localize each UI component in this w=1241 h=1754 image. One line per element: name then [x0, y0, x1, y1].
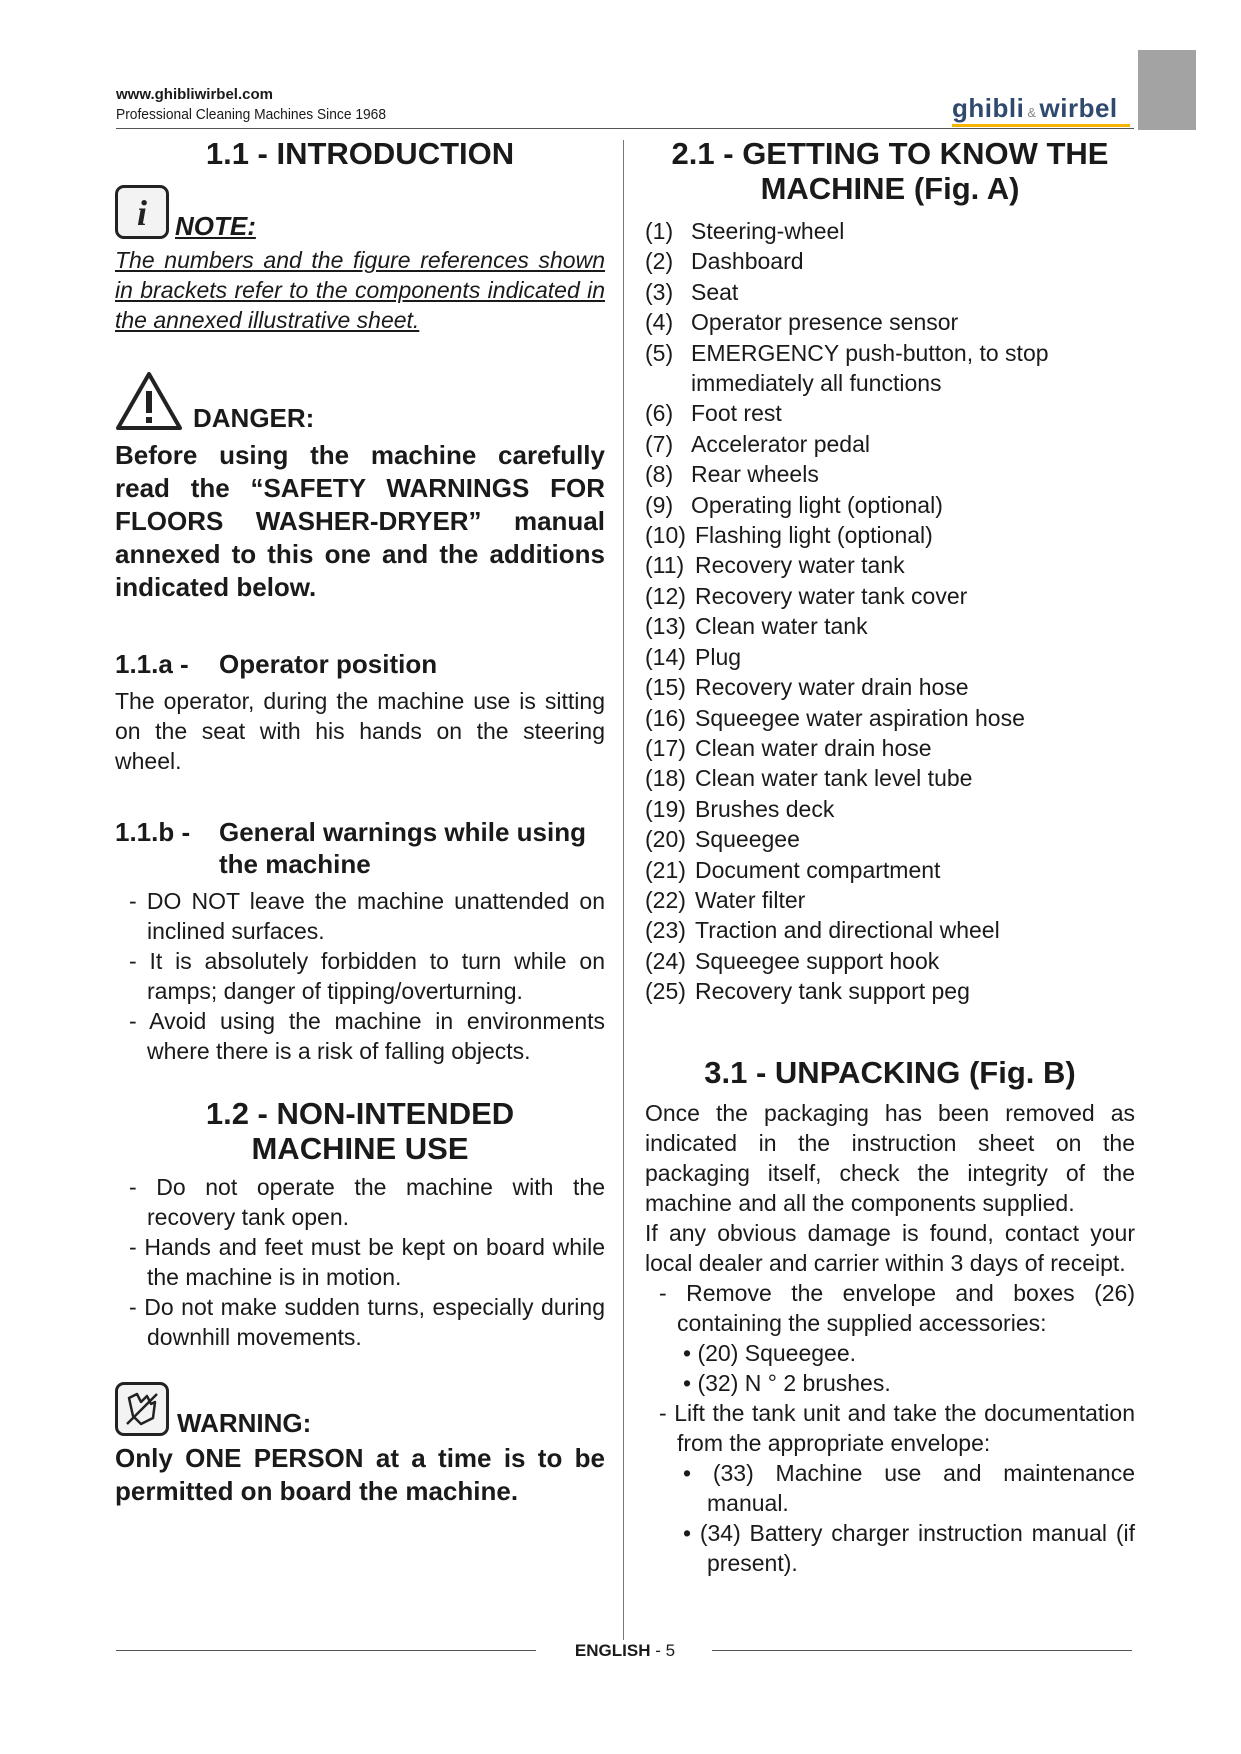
right-column	[645, 136, 1135, 1578]
list-item: - Hands and feet must be kept on board while the machine is in motion.	[115, 1232, 605, 1292]
part-name: Seat	[691, 278, 739, 305]
warning-block	[115, 1382, 605, 1436]
part-name: Flashing light (optional)	[695, 522, 933, 549]
non-intended-use-heading: 1.2 - NON-INTENDED MACHINE USE	[205, 1096, 515, 1166]
part-name: Recovery tank support peg	[695, 978, 970, 1005]
unpacking-step-1-items	[645, 1338, 1135, 1398]
warning-hand-icon	[115, 1382, 169, 1436]
page-edge-tab	[1138, 50, 1196, 130]
part-number: (23)	[645, 917, 686, 944]
part-name: Operator presence sensor	[691, 309, 959, 336]
part-number: (4)	[645, 309, 674, 336]
parts-list-item	[645, 794, 1135, 824]
list-item: - DO NOT leave the machine unattended on inclined surfaces.	[115, 886, 605, 946]
list-item: - Avoid using the machine in environments where there is a risk of falling objects.	[115, 1006, 605, 1066]
part-name: Operating light (optional)	[691, 491, 943, 518]
parts-list-item	[645, 976, 1135, 1006]
list-item: - Do not operate the machine with the recovery tank open.	[115, 1172, 605, 1232]
part-number: (3)	[645, 278, 674, 305]
part-number: (17)	[645, 734, 686, 761]
logo-amp: &	[1027, 105, 1037, 120]
operator-position-text: The operator, during the machine use is sitting on the seat with his hands on the steering wheel.	[115, 688, 605, 774]
part-number: (9)	[645, 491, 674, 518]
operator-position-title: Operator position	[219, 649, 438, 679]
parts-list-item	[645, 946, 1135, 976]
parts-list-item	[645, 490, 1135, 520]
part-number: (25)	[645, 978, 686, 1005]
part-number: (8)	[645, 461, 674, 488]
footer-divider-right	[712, 1650, 1132, 1651]
part-number: (2)	[645, 248, 674, 275]
part-number: (24)	[645, 947, 686, 974]
parts-list-item	[645, 429, 1135, 459]
part-name: Recovery water tank cover	[695, 582, 968, 609]
warning-title: WARNING:	[177, 1408, 312, 1438]
brand-logo	[952, 93, 1118, 124]
parts-list-item	[645, 581, 1135, 611]
general-warnings-title: General warnings while using the machine	[219, 817, 586, 879]
parts-list-item	[645, 824, 1135, 854]
part-name: Brushes deck	[695, 795, 835, 822]
parts-list-item	[645, 459, 1135, 489]
warning-text: Only ONE PERSON at a time is to be permitted on board the machine.	[115, 1443, 605, 1506]
part-name: Clean water tank level tube	[695, 765, 973, 792]
parts-list-item	[645, 915, 1135, 945]
part-number: (21)	[645, 856, 686, 883]
note-title: NOTE:	[175, 211, 256, 241]
part-number: (20)	[645, 826, 686, 853]
list-item: - Do not make sudden turns, especially during downhill movements.	[115, 1292, 605, 1352]
header-divider	[116, 128, 1134, 129]
part-number: (10)	[645, 522, 686, 549]
part-number: (22)	[645, 886, 686, 913]
getting-to-know-heading: 2.1 - GETTING TO KNOW THE MACHINE (Fig. A)	[671, 136, 1109, 206]
parts-list-item	[645, 277, 1135, 307]
footer-divider-left	[116, 1650, 536, 1651]
parts-list-item	[645, 246, 1135, 276]
list-item: - It is absolutely forbidden to turn while on ramps; danger of tipping/overturning.	[115, 946, 605, 1006]
part-number: (7)	[645, 430, 674, 457]
unpacking-step-2: - Lift the tank unit and take the documentation from the appropriate envelope:	[645, 1398, 1135, 1458]
logo-underline	[952, 124, 1130, 127]
svg-text:i: i	[136, 193, 148, 232]
part-number: (5)	[645, 339, 674, 366]
parts-list-item	[645, 733, 1135, 763]
logo-left-text: ghibli	[952, 93, 1025, 123]
unpacking-text-1: Once the packaging has been removed as indicated in the instruction sheet on the packaging itself, check the integrity of the machine and all the components supplied.	[645, 1099, 1135, 1216]
part-number: (1)	[645, 218, 674, 244]
parts-list-item	[645, 216, 1135, 246]
part-number: (16)	[645, 704, 686, 731]
part-number: (6)	[645, 400, 674, 427]
parts-list-item	[645, 338, 1135, 399]
part-name: Clean water tank	[695, 613, 868, 640]
unpacking-steps-2	[645, 1398, 1135, 1458]
part-number: (13)	[645, 613, 686, 640]
note-text: The numbers and the figure references shown in brackets refer to the components indicated in the annexed illustrative sheet.	[115, 247, 605, 333]
parts-list-item	[645, 703, 1135, 733]
danger-title: DANGER:	[193, 403, 315, 433]
part-number: (15)	[645, 674, 686, 701]
part-name: Accelerator pedal	[691, 430, 870, 457]
part-name: Steering-wheel	[691, 218, 845, 244]
parts-list-item	[645, 520, 1135, 550]
part-name: Recovery water tank	[695, 552, 905, 579]
part-name: Traction and directional wheel	[695, 917, 1000, 944]
part-name: Foot rest	[691, 400, 782, 427]
part-name: Rear wheels	[691, 461, 819, 488]
part-number: (19)	[645, 795, 686, 822]
operator-position-number: 1.1.a -	[115, 649, 189, 679]
note-block	[115, 185, 605, 239]
parts-list-item	[645, 763, 1135, 793]
part-name: Recovery water drain hose	[695, 674, 969, 701]
general-warnings-heading	[115, 816, 605, 880]
part-name: Squeegee support hook	[695, 947, 940, 974]
non-intended-use-list	[115, 1172, 605, 1352]
parts-list-item	[645, 550, 1135, 580]
part-number: (14)	[645, 643, 686, 670]
part-name: Water filter	[695, 886, 806, 913]
part-number: (12)	[645, 582, 686, 609]
part-number: (11)	[645, 552, 685, 579]
part-number: (18)	[645, 765, 686, 792]
list-item: • (34) Battery charger instruction manual (if present).	[645, 1518, 1135, 1578]
column-separator	[623, 140, 624, 1640]
list-item: • (33) Machine use and maintenance manual.	[645, 1458, 1135, 1518]
unpacking-step-1: - Remove the envelope and boxes (26) containing the supplied accessories:	[645, 1278, 1135, 1338]
footer-page-number: - 5	[655, 1641, 676, 1660]
unpacking-steps	[645, 1278, 1135, 1338]
machine-parts-list	[645, 216, 1135, 1007]
parts-list-item	[645, 307, 1135, 337]
list-item: • (20) Squeegee.	[645, 1338, 1135, 1368]
parts-list-item	[645, 398, 1135, 428]
warning-triangle-icon	[115, 371, 183, 431]
header-url[interactable]: www.ghibliwirbel.com	[116, 86, 273, 103]
operator-position-heading	[115, 648, 605, 680]
part-name: Document compartment	[695, 856, 941, 883]
unpacking-text-2: If any obvious damage is found, contact your local dealer and carrier within 3 days of receipt.	[645, 1219, 1135, 1276]
unpacking-heading: 3.1 - UNPACKING (Fig. B)	[704, 1054, 1076, 1090]
left-column	[115, 136, 605, 1508]
list-item: • (32) N ° 2 brushes.	[645, 1368, 1135, 1398]
header-tagline: Professional Cleaning Machines Since 1968	[116, 106, 387, 123]
parts-list-item	[645, 855, 1135, 885]
page-footer	[540, 1641, 710, 1661]
footer-language: ENGLISH	[574, 1641, 651, 1660]
general-warnings-number: 1.1.b -	[115, 817, 191, 847]
parts-list-item	[645, 885, 1135, 915]
danger-text: Before using the machine carefully read the “SAFETY WARNINGS FOR FLOORS WASHER-DRYER” manual annexed to this one and the additions indicated below.	[115, 440, 605, 602]
info-icon	[115, 185, 169, 239]
introduction-heading: 1.1 - INTRODUCTION	[205, 136, 515, 171]
parts-list-item	[645, 642, 1135, 672]
parts-list-item	[645, 672, 1135, 702]
part-name: Squeegee water aspiration hose	[695, 704, 1025, 731]
part-name: Squeegee	[695, 826, 800, 853]
part-name: Plug	[695, 643, 742, 670]
logo-right-text: wirbel	[1039, 93, 1118, 123]
part-name: Clean water drain hose	[695, 734, 932, 761]
part-name: EMERGENCY push-button, to stop immediately all functions	[691, 339, 1049, 397]
parts-list-item	[645, 611, 1135, 641]
part-name: Dashboard	[691, 248, 804, 275]
general-warnings-list	[115, 886, 605, 1066]
danger-block	[115, 371, 605, 431]
unpacking-step-2-items	[645, 1458, 1135, 1578]
